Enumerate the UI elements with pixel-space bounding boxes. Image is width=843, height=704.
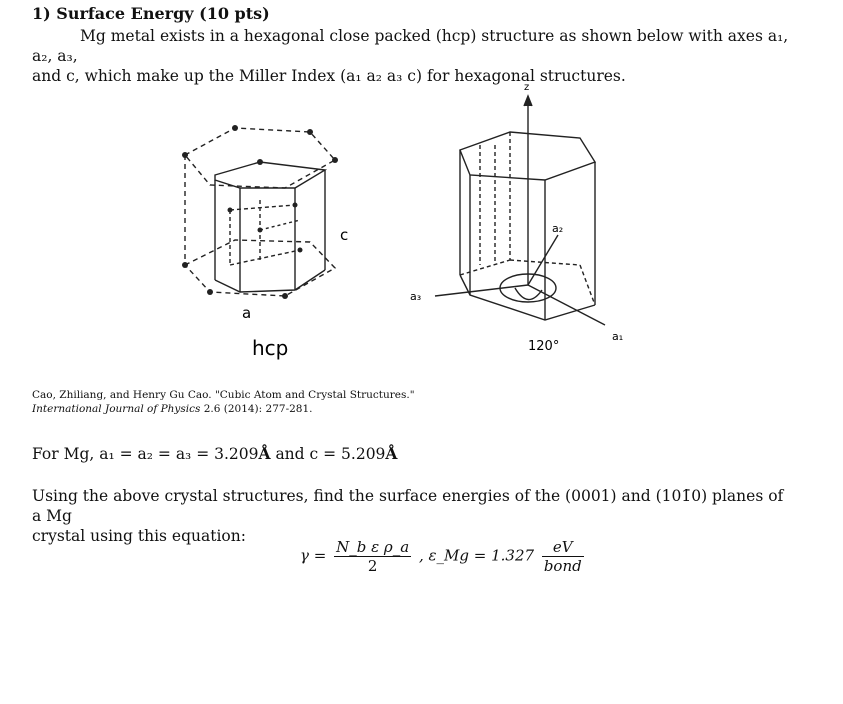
given-middle: and c = 5.209 <box>270 445 386 463</box>
eq-fraction-1 <box>334 538 411 575</box>
given-prefix: For Mg, a₁ = a₂ = a₃ = 3.209 <box>32 445 259 463</box>
citation <box>32 388 452 416</box>
task-text <box>32 486 792 546</box>
label-c: c <box>340 226 349 244</box>
hex-prism-diagram <box>435 96 605 325</box>
axis-a3-label: a₃ <box>410 290 422 303</box>
given-unit-2: Å <box>385 444 398 463</box>
hcp-atoms <box>182 125 338 299</box>
given-unit-1: Å <box>258 444 271 463</box>
label-a: a <box>242 304 252 322</box>
given-values <box>32 444 397 463</box>
citation-tail: 2.6 (2014): 277-281. <box>203 403 313 415</box>
eq-fraction-2 <box>542 538 584 575</box>
eq-gamma: γ = <box>300 546 327 565</box>
problem-title: 1) Surface Energy (10 pts) <box>32 4 270 23</box>
hcp-unit-cell-diagram <box>185 128 335 296</box>
task-line-1: Using the above crystal structures, find the surface energies of the (0001) and (101̄0) planes of a Mg <box>32 487 784 525</box>
eq-frac2-num: eV <box>542 538 584 557</box>
eq-sep: , ε_Mg = 1.327 <box>418 546 535 565</box>
intro-line-1: Mg metal exists in a hexagonal close packed (hcp) structure as shown below with axes a₁, a₂, a₃, <box>32 27 789 65</box>
surface-energy-equation <box>300 538 587 594</box>
intro-line-2: and c, which make up the Miller Index (a₁ a₂ a₃ c) for hexagonal structures. <box>32 67 626 85</box>
axis-z-label: z <box>524 82 530 93</box>
eq-frac1-num: N_b ε ρ_a <box>336 538 410 556</box>
eq-frac2-den: bond <box>543 557 582 575</box>
axis-a1-label: a₁ <box>612 330 624 343</box>
axis-a2-label: a₂ <box>552 222 564 235</box>
citation-text: Cao, Zhiliang, and Henry Gu Cao. "Cubic Atom and Crystal Structures." <box>32 389 415 401</box>
eq-frac1-den: 2 <box>367 557 378 575</box>
hcp-figure <box>150 70 670 360</box>
angle-label: 120° <box>528 339 560 354</box>
citation-journal: International Journal of Physics <box>32 403 201 415</box>
hcp-caption: hcp <box>252 336 289 360</box>
task-line-2: crystal using this equation: <box>32 527 246 545</box>
